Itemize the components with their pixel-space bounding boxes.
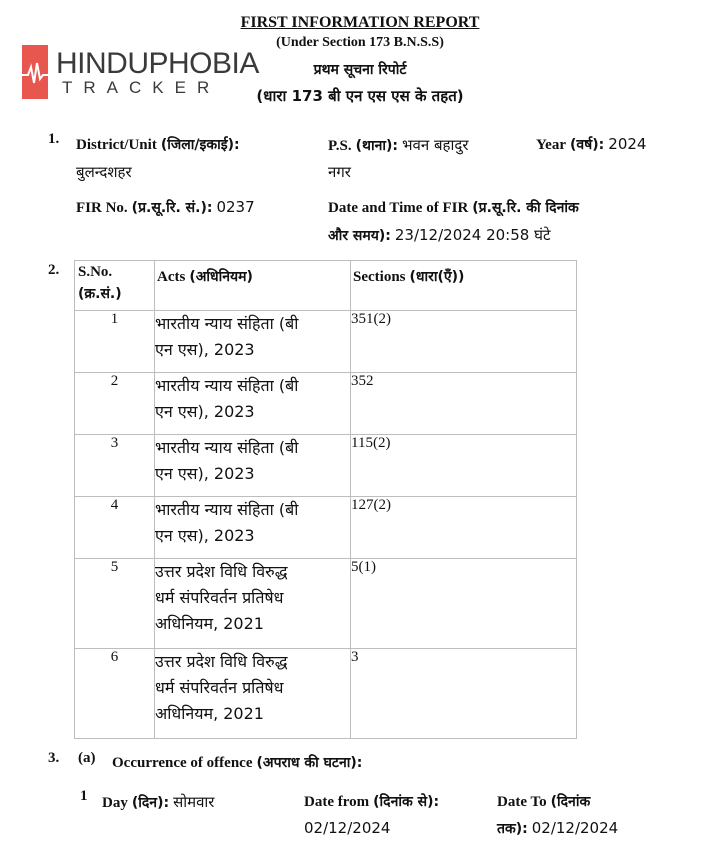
row-sno: 6 [75, 649, 155, 739]
row-sno: 2 [75, 373, 155, 435]
row-act: भारतीय न्याय संहिता (बी एन एस), 2023 [155, 497, 351, 559]
table-row [75, 373, 577, 435]
fir-datetime-value: 23/12/2024 20:58 घंटे [394, 226, 551, 244]
row-sno: 4 [75, 497, 155, 559]
row-section: 352 [351, 373, 577, 435]
occurrence-day: Day (दिन): सोमवार [102, 793, 215, 811]
occurrence-label: Occurrence of offence (अपराध की घटना): [112, 755, 363, 771]
report-subtitle: (Under Section 173 B.N.S.S) [276, 35, 444, 50]
district-value: बुलन्दशहर [76, 163, 132, 181]
fir-datetime: और समय): 23/12/2024 20:58 घंटे [328, 226, 551, 244]
date-to-value: 02/12/2024 [531, 819, 619, 837]
date-from-value: 02/12/2024 [304, 819, 391, 837]
row-sno: 3 [75, 435, 155, 497]
acts-table [74, 260, 577, 739]
brand-subtitle: TRACKER [62, 78, 221, 97]
row-act: भारतीय न्याय संहिता (बी एन एस), 2023 [155, 435, 351, 497]
year-value: 2024 [608, 135, 647, 153]
brand-name: HINDUPHOBIA [56, 47, 259, 80]
row-section: 115(2) [351, 435, 577, 497]
table-row [75, 311, 577, 373]
fir-number: FIR No. (प्र.सू.रि. सं.): 0237 [76, 198, 255, 216]
date-to-label: Date To (दिनांक [497, 794, 591, 810]
row-act: भारतीय न्याय संहिता (बी एन एस), 2023 [155, 373, 351, 435]
row-section: 3 [351, 649, 577, 739]
ps-label: P.S. (थाना): भवन बहादुर [328, 136, 469, 154]
fir-datetime-label: Date and Time of FIR (प्र.सू.रि. की दिनांक [328, 200, 579, 216]
table-row [75, 649, 577, 739]
row-act: उत्तर प्रदेश विधि विरुद्ध धर्म संपरिवर्तन प्रतिषेध अधिनियम, 2021 [155, 649, 351, 739]
row-act: उत्तर प्रदेश विधि विरुद्ध धर्म संपरिवर्तन प्रतिषेध अधिनियम, 2021 [155, 559, 351, 649]
report-title: FIRST INFORMATION REPORT [240, 14, 480, 31]
table-row [75, 497, 577, 559]
report-title-hindi: प्रथम सूचना रिपोर्ट [313, 62, 407, 78]
date-from-label: Date from (दिनांक से): [304, 794, 440, 810]
row-section: 351(2) [351, 311, 577, 373]
table-row [75, 559, 577, 649]
section-3-number: 3. [48, 750, 60, 766]
row-sno: 1 [75, 311, 155, 373]
table-row [75, 435, 577, 497]
header-sections: Sections (धारा(एँ)) [351, 261, 577, 311]
district-label: District/Unit (जिला/इकाई): [76, 137, 240, 153]
table-header-row [75, 261, 577, 311]
header-sno: S.No. (क्र.सं.) [75, 261, 155, 311]
year-label: Year (वर्ष): 2024 [536, 135, 647, 153]
date-to: तक): 02/12/2024 [497, 819, 619, 837]
day-value: सोमवार [173, 793, 215, 811]
row-act: भारतीय न्याय संहिता (बी एन एस), 2023 [155, 311, 351, 373]
section-3-sub: (a) [78, 750, 96, 766]
fir-value: 0237 [216, 198, 255, 216]
ps-value-line1: भवन बहादुर [402, 136, 469, 154]
section-1-number: 1. [48, 131, 60, 147]
occurrence-item-number: 1 [80, 788, 88, 804]
row-sno: 5 [75, 559, 155, 649]
row-section: 5(1) [351, 559, 577, 649]
report-subtitle-hindi: (धारा 173 बी एन एस एस के तहत) [256, 87, 464, 105]
row-section: 127(2) [351, 497, 577, 559]
section-2-number: 2. [48, 262, 60, 278]
header-acts: Acts (अधिनियम) [155, 261, 351, 311]
ps-value-line2: नगर [328, 163, 351, 181]
